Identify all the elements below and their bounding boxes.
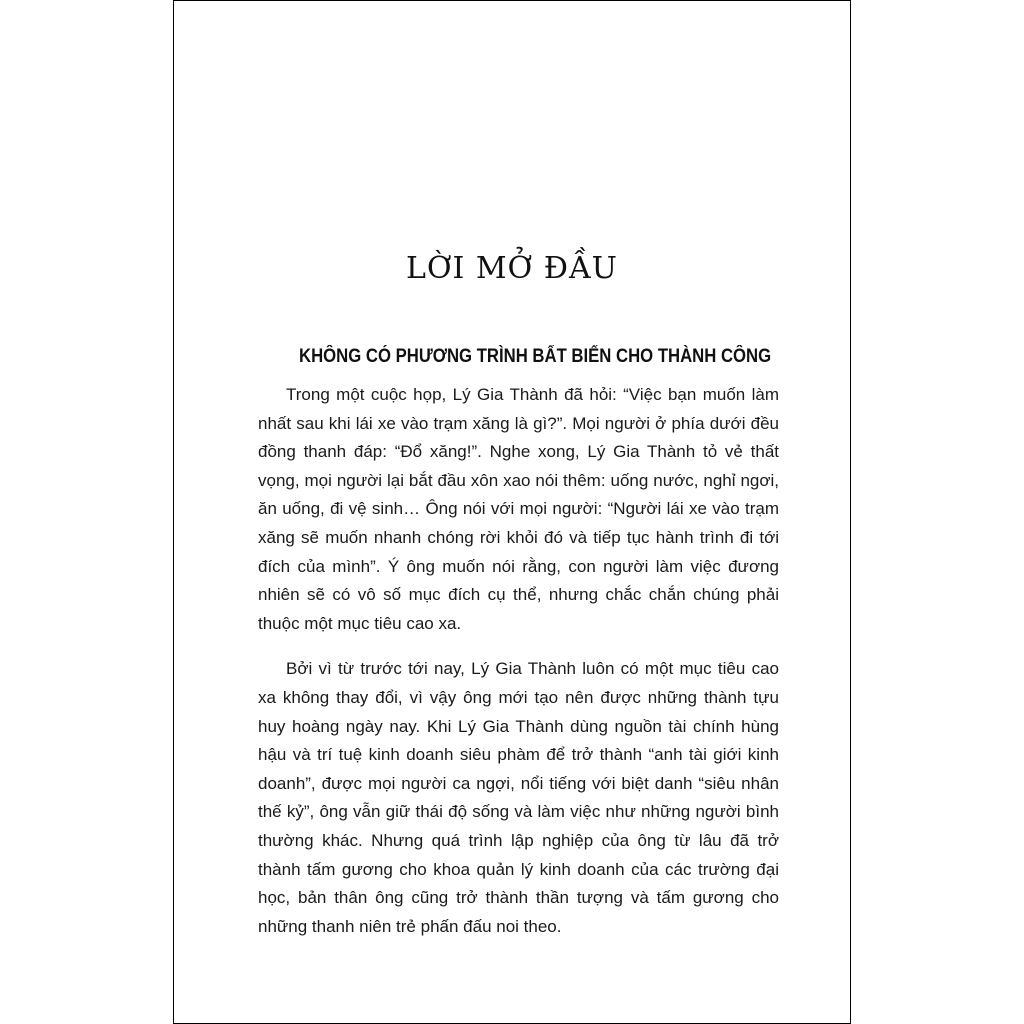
body-text xyxy=(258,381,779,958)
paragraph: Bởi vì từ trước tới nay, Lý Gia Thành luôn có một mục tiêu cao xa không thay đổi, vì vậy ông mới tạo nên được những thành tựu huy hoàng ngày nay. Khi Lý Gia Thành dùng nguồn tài chính hùng hậu và trí tuệ kinh doanh siêu phàm để trở thành “anh tài giới kinh doanh”, được mọi người ca ngợi, nổi tiếng với biệt danh “siêu nhân thế kỷ”, ông vẫn giữ thái độ sống và làm việc như những người bình thường khác. Nhưng quá trình lập nghiệp của ông từ lâu đã trở thành tấm gương cho khoa quản lý kinh doanh của các trường đại học, bản thân ông cũng trở thành thần tượng và tấm gương cho những thanh niên trẻ phấn đấu noi theo. xyxy=(258,659,779,936)
paragraph: Trong một cuộc họp, Lý Gia Thành đã hỏi: “Việc bạn muốn làm nhất sau khi lái xe vào trạm xăng là gì?”. Mọi người ở phía dưới đều đồng thanh đáp: “Đổ xăng!”. Nghe xong, Lý Gia Thành tỏ vẻ thất vọng, mọi người lại bắt đầu xôn xao nói thêm: uống nước, nghỉ ngơi, ăn uống, đi vệ sinh… Ông nói với mọi người: “Người lái xe vào trạm xăng sẽ muốn nhanh chóng rời khỏi đó và tiếp tục hành trình đi tới đích của mình”. Ý ông muốn nói rằng, con người làm việc đương nhiên sẽ có vô số mục đích cụ thể, nhưng chắc chắn chúng phải thuộc một mục tiêu cao xa. xyxy=(258,385,779,633)
section-heading: KHÔNG CÓ PHƯƠNG TRÌNH BẤT BIẾN CHO THÀNH CÔNG xyxy=(299,346,772,367)
chapter-title: LỜI MỞ ĐẦU xyxy=(406,251,618,286)
book-page xyxy=(173,0,851,1024)
